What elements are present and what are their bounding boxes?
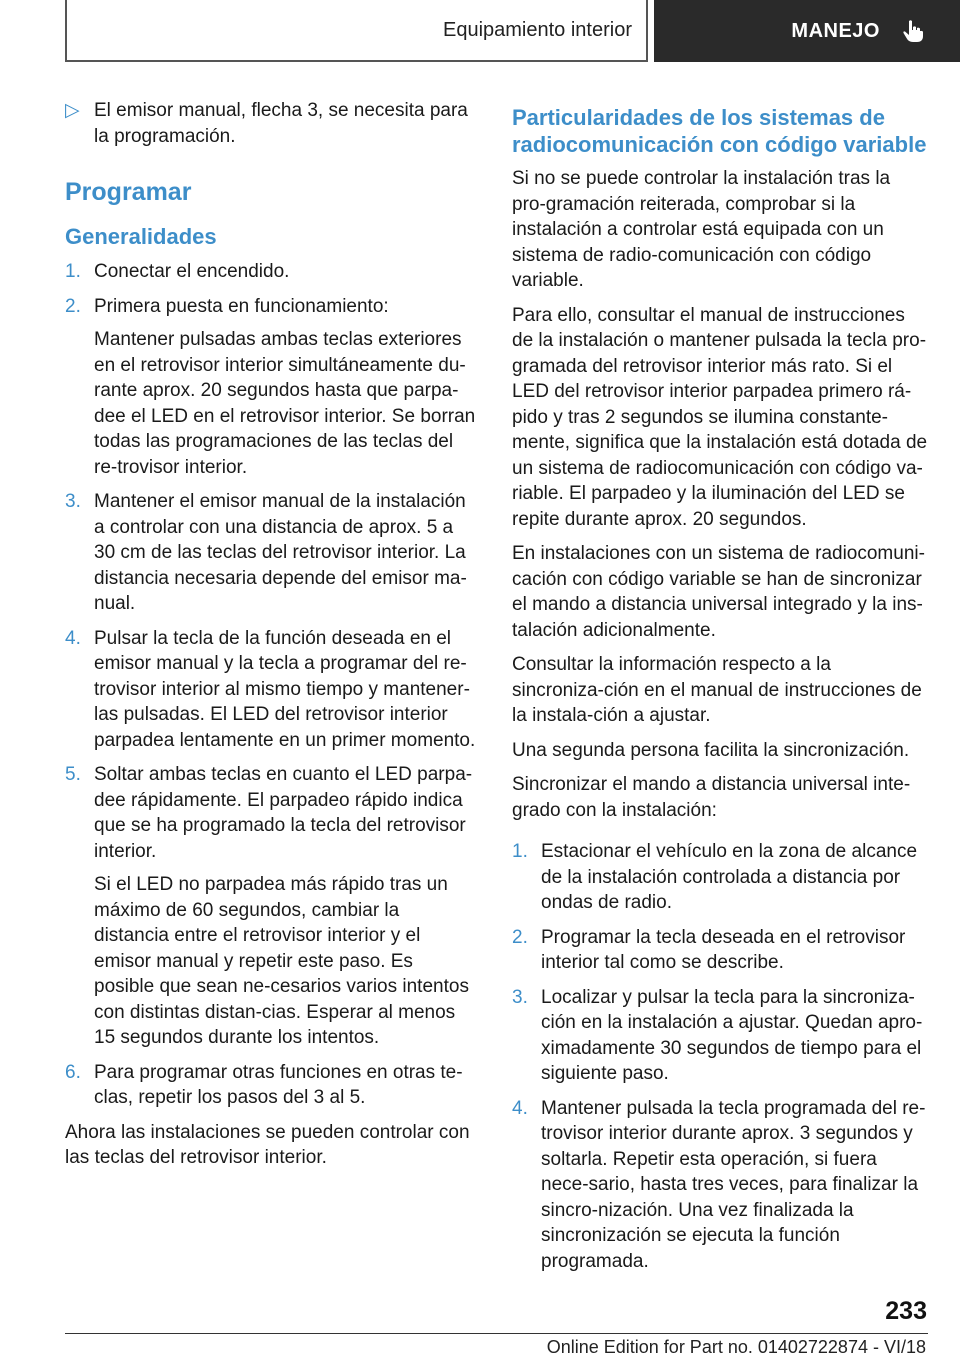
list-text (541, 1096, 928, 1275)
list-number: 4. (512, 1097, 528, 1119)
list-text (94, 489, 477, 617)
body-paragraph: En instalaciones con un sistema de radiocomuni‐cación con código variable se han de sincronizar el mando a distancia universal integrado y la ins‐talación adicionalmente. (512, 543, 925, 641)
list-item (512, 839, 928, 916)
list-number: 3. (512, 986, 528, 1008)
list-text (94, 1060, 477, 1111)
list-item (512, 925, 928, 976)
bullet-text: El emisor manual, flecha 3, se necesita para la programación. (94, 100, 468, 147)
page-number: 233 (885, 1297, 927, 1325)
list-paragraph: Pulsar la tecla de la función deseada en el emisor manual y la tecla a programar del re‐trovisor interior al mismo tiempo y mantener‐las pulsadas. El LED del retrovisor interior parpadea lentamente en un primer momento. (94, 627, 476, 751)
list-number: 2. (512, 926, 528, 948)
section-title: MANEJO (791, 19, 880, 42)
list-number: 2. (65, 295, 81, 317)
body-paragraph: Para ello, consultar el manual de instrucciones de la instalación o mantener pulsada la tecla pro‐gramada del retrovisor interior más rato. Si el LED del retrovisor interior parpadea primero rá‐pido y tras 2 segundos se ilumina constante‐mente, significa que la instalación está dotada de un sistema de radiocomunicación con código va‐riable. El parpadeo y la iluminación del LED se repite durante aprox. 20 segundos. (512, 304, 928, 530)
right-column (512, 98, 928, 1283)
heading-programar: Programar (65, 178, 192, 206)
list-item (65, 489, 477, 617)
list-paragraph: Programar la tecla deseada en el retrovisor interior tal como se describe. (541, 926, 906, 973)
footer-divider (65, 1333, 928, 1334)
list-number: 3. (65, 491, 81, 512)
list-number: 6. (65, 1061, 81, 1083)
list-number: 1. (512, 841, 528, 862)
list-paragraph: Mantener pulsada la tecla programada del re‐trovisor interior durante aprox. 3 segundos y soltarla. Repetir esta operación, si fuera nece‐sario, hasta tres veces, para finalizar la sincro‐nización. Una vez finalizada la sincronización se ejecuta la función programada. (541, 1097, 926, 1272)
programming-steps (65, 259, 477, 1111)
list-item (512, 1096, 928, 1275)
heading-generalidades: Generalidades (65, 224, 217, 249)
list-paragraph: Mantener pulsadas ambas teclas exteriores en el retrovisor interior simultáneamente du‐rante aprox. 20 segundos hasta que parpa‐dee el LED en el retrovisor interior. Se borran todas las programaciones de las teclas del re‐trovisor interior. (94, 329, 476, 478)
left-column (65, 98, 477, 1180)
list-item (65, 626, 477, 754)
list-number: 4. (65, 627, 81, 649)
sync-steps (512, 839, 928, 1274)
edition-footer: Online Edition for Part no. 01402722874 - VI/18 (546, 1337, 926, 1357)
list-paragraph: Para programar otras funciones en otras te‐clas, repetir los pasos del 3 al 5. (94, 1061, 463, 1108)
list-paragraph: Si el LED no parpadea más rápido tras un máximo de 60 segundos, cambiar la distancia entre el retrovisor interior y el emisor manual y repetir este paso. Es posible que sean ne‐cesarios varios intentos con distintas distan‐cias. Esperar al menos 15 segundos durante los intentos. (94, 874, 469, 1048)
list-item (65, 762, 477, 1051)
list-item (512, 985, 928, 1087)
body-paragraph: Consultar la información respecto a la sincroniza‐ción en el manual de instrucciones de la instala‐ción a ajustar. (512, 654, 922, 726)
body-paragraph: Sincronizar el mando a distancia universal inte‐grado con la instalación: (512, 774, 911, 821)
body-paragraph: Si no se puede controlar la instalación tras la pro‐gramación reiterada, comprobar si la instalación a controlar está equipada con un sistema de radio‐comunicación con código variable. (512, 168, 891, 291)
note-bullet (65, 98, 477, 149)
list-paragraph: Localizar y pulsar la tecla para la sincroniza‐ción en la instalación a ajustar. Quedan apro‐ximadamente 30 segundos de tiempo para el siguiente paso. (541, 986, 923, 1084)
closing-paragraph: Ahora las instalaciones se pueden controlar con las teclas del retrovisor interior. (65, 1121, 470, 1168)
chapter-title: Equipamiento interior (443, 18, 632, 41)
list-item (65, 294, 477, 481)
list-text (541, 985, 928, 1087)
rolling-code-paragraphs (512, 166, 928, 823)
list-text (94, 259, 477, 285)
list-number: 5. (65, 764, 81, 785)
list-text (94, 294, 477, 481)
list-paragraph: Soltar ambas teclas en cuanto el LED parpa‐dee rápidamente. El parpadeo rápido indica que se ha programado la tecla del retrovisor interior. (94, 764, 473, 862)
list-text (541, 925, 928, 976)
list-text (94, 762, 477, 1051)
hand-pointer-icon (902, 19, 924, 43)
section-tab (654, 0, 960, 62)
list-text (94, 626, 477, 754)
chapter-tab (65, 0, 648, 62)
list-paragraph: Mantener el emisor manual de la instalación a controlar con una distancia de aprox. 5 a 30 cm de las teclas del retrovisor interior. La distancia necesaria depende del emisor ma‐nual. (94, 491, 467, 614)
bullet-marker: ▷ (65, 100, 80, 121)
list-paragraph: Conectar el encendido. (94, 261, 290, 282)
list-item (65, 1060, 477, 1111)
list-item (65, 259, 477, 285)
list-paragraph: Estacionar el vehículo en la zona de alcance de la instalación controlada a distancia por ondas de radio. (541, 841, 918, 913)
list-paragraph: Primera puesta en funcionamiento: (94, 295, 389, 317)
list-text (541, 839, 928, 916)
heading-rolling-code: Particularidades de los sistemas de radiocomunicación con código variable (512, 105, 927, 157)
list-number: 1. (65, 261, 81, 282)
body-paragraph: Una segunda persona facilita la sincronización. (512, 739, 910, 761)
